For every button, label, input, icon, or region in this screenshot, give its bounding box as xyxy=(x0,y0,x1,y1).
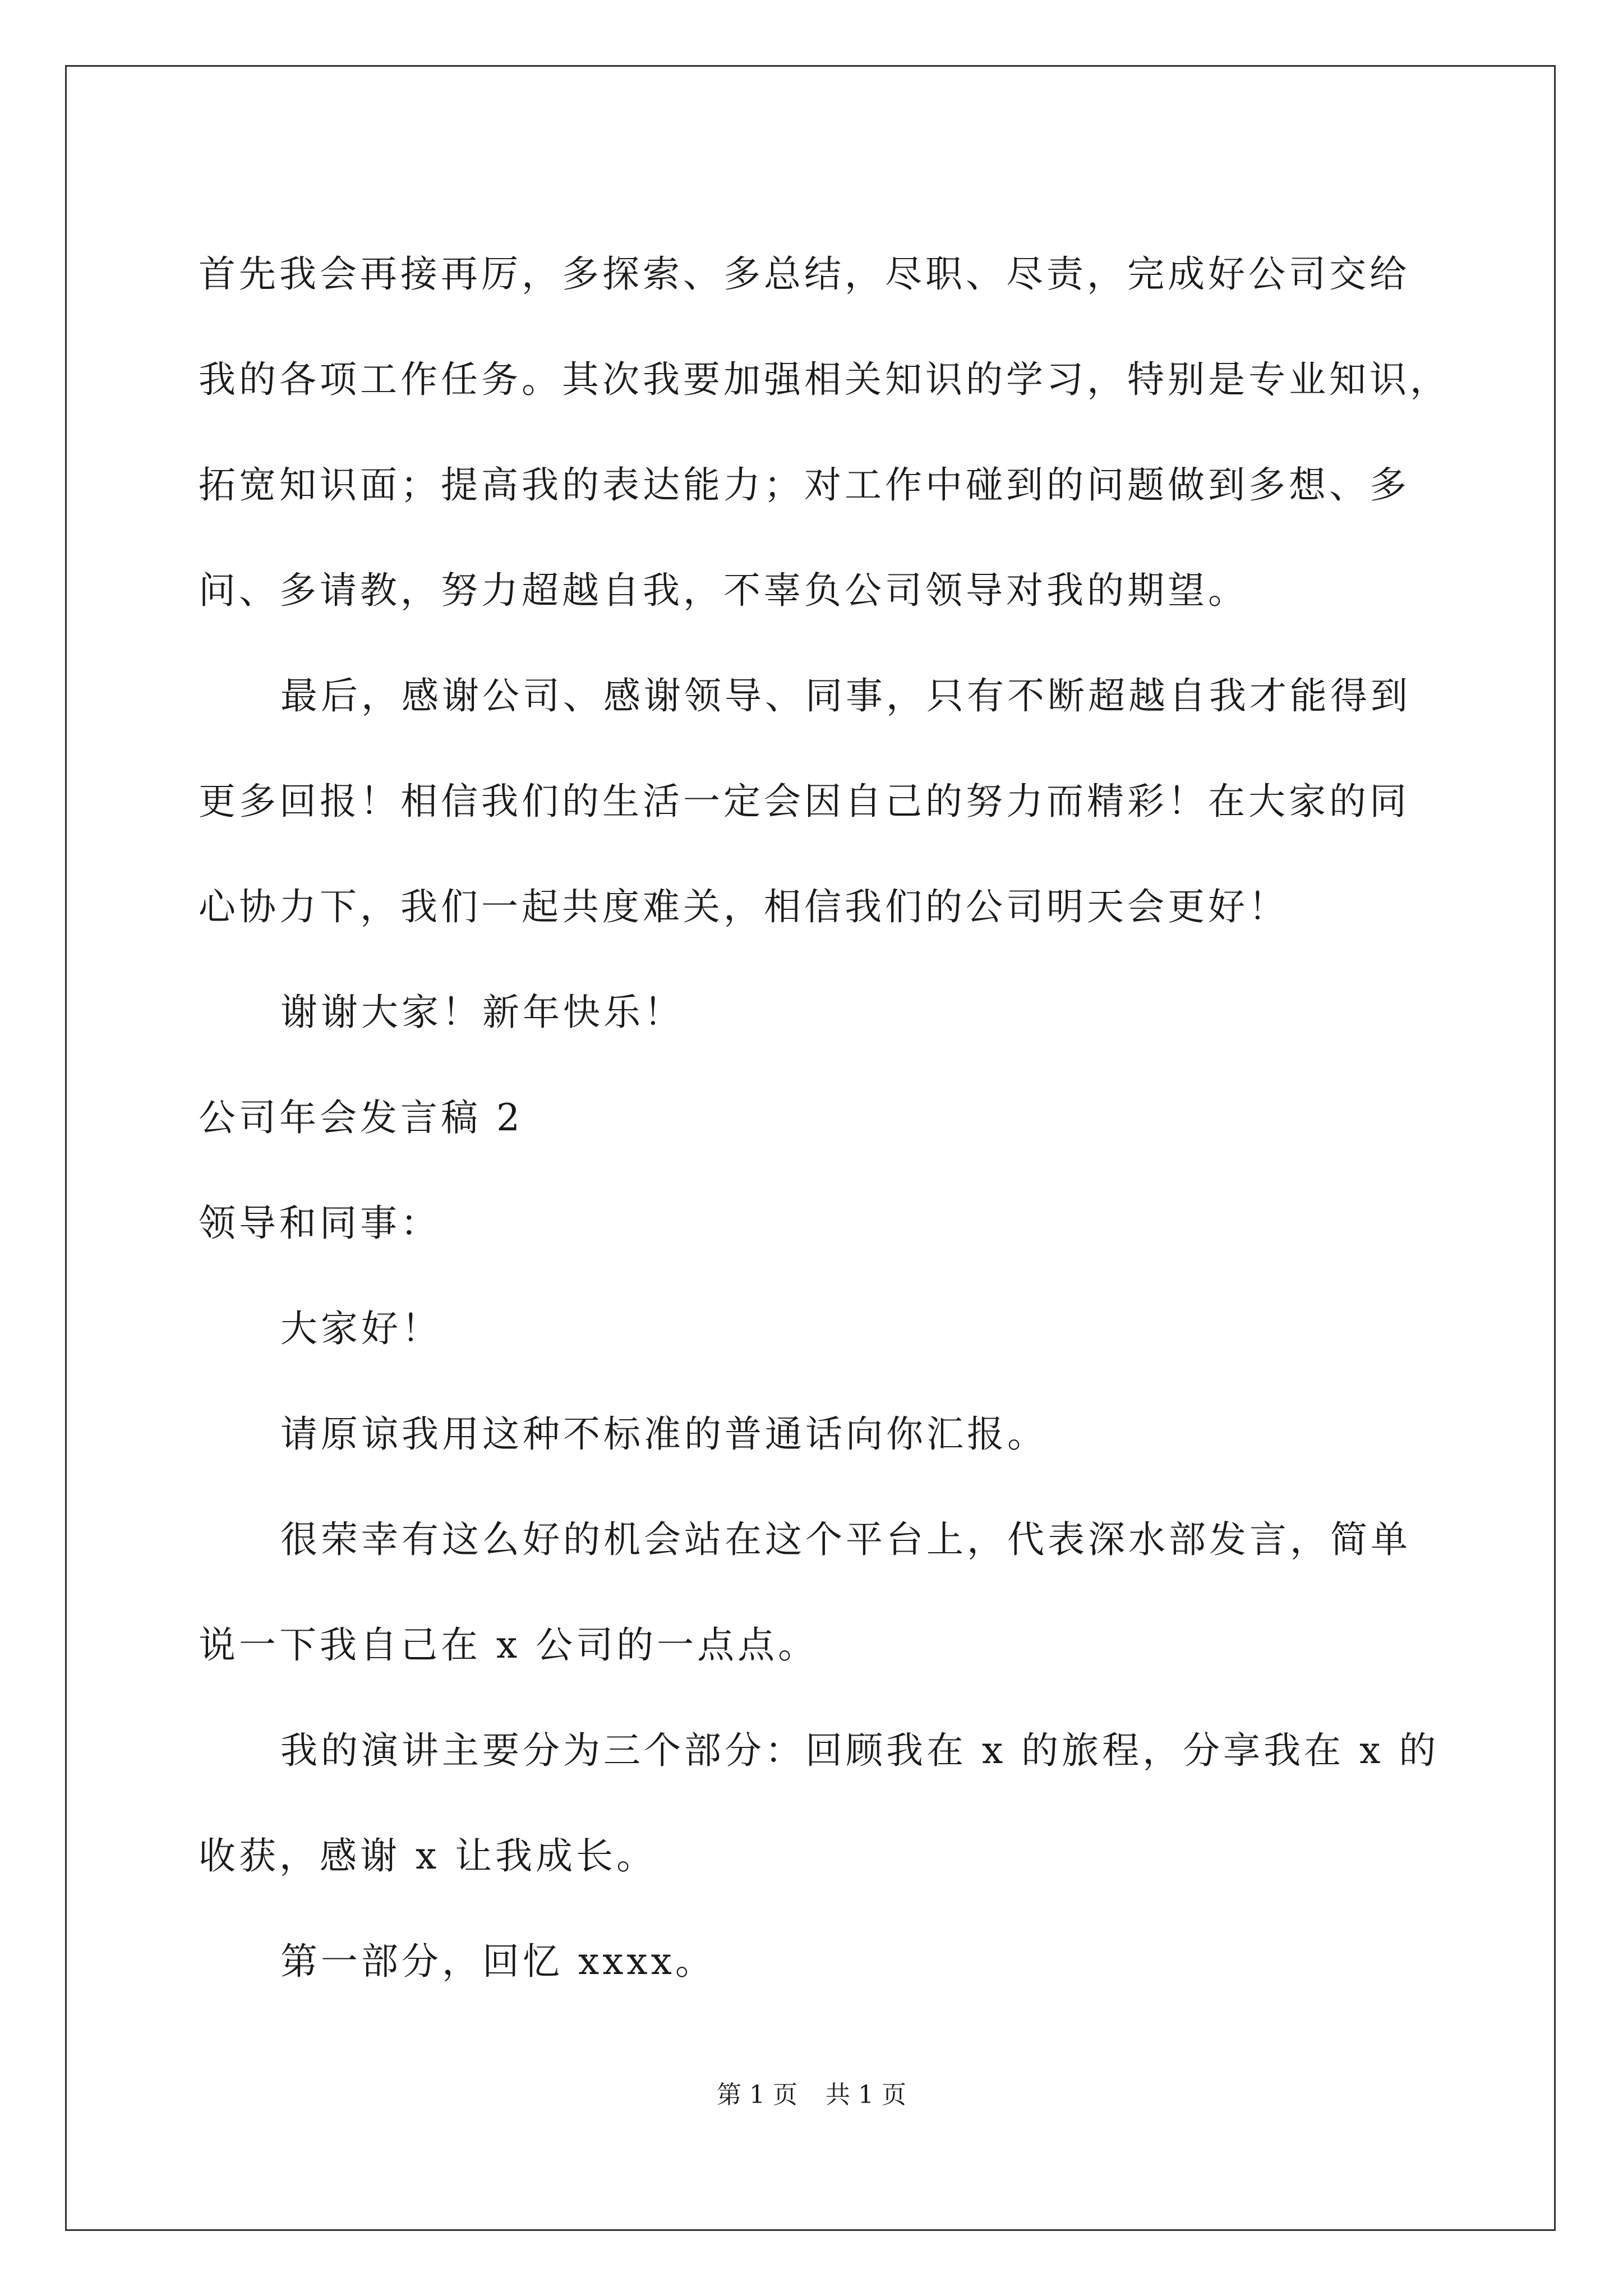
paragraph-line: 心协力下，我们一起共度难关，相信我们的公司明天会更好！ xyxy=(199,885,1289,928)
page-number: 第 1 页 xyxy=(717,2081,797,2109)
paragraph-line: 请原谅我用这种不标准的普通话向你汇报。 xyxy=(280,1412,1048,1456)
paragraph-line: 问、多请教，努力超越自我，不辜负公司领导对我的期望。 xyxy=(199,569,1248,612)
paragraph-line: 谢谢大家！新年快乐！ xyxy=(280,991,684,1034)
salutation: 领导和同事： xyxy=(199,1202,441,1245)
section-heading: 公司年会发言稿 2 xyxy=(199,1096,523,1139)
paragraph-line: 首先我会再接再厉，多探索、多总结，尽职、尽责，完成好公司交给 xyxy=(199,252,1410,296)
paragraph-line: 第一部分，回忆 xxxx。 xyxy=(280,1940,716,1983)
paragraph-line: 拓宽知识面；提高我的表达能力；对工作中碰到的问题做到多想、多 xyxy=(199,463,1410,507)
paragraph-line: 收获，感谢 x 让我成长。 xyxy=(199,1834,657,1878)
page-footer xyxy=(0,2078,1623,2112)
paragraph-line: 最后，感谢公司、感谢领导、同事，只有不断超越自我才能得到 xyxy=(280,674,1411,717)
paragraph-line: 说一下我自己在 x 公司的一点点。 xyxy=(199,1623,819,1667)
paragraph-line: 大家好！ xyxy=(280,1307,442,1350)
paragraph-line: 很荣幸有这么好的机会站在这个平台上，代表深水部发言，简单 xyxy=(280,1518,1411,1561)
paragraph-line: 我的演讲主要分为三个部分：回顾我在 x 的旅程，分享我在 x 的 xyxy=(280,1729,1440,1772)
paragraph-line: 更多回报！相信我们的生活一定会因自己的努力而精彩！在大家的同 xyxy=(199,780,1410,823)
document-body xyxy=(199,222,1450,2014)
page-count: 共 1 页 xyxy=(826,2081,906,2109)
paragraph-line: 我的各项工作任务。其次我要加强相关知识的学习，特别是专业知识， xyxy=(199,358,1450,401)
